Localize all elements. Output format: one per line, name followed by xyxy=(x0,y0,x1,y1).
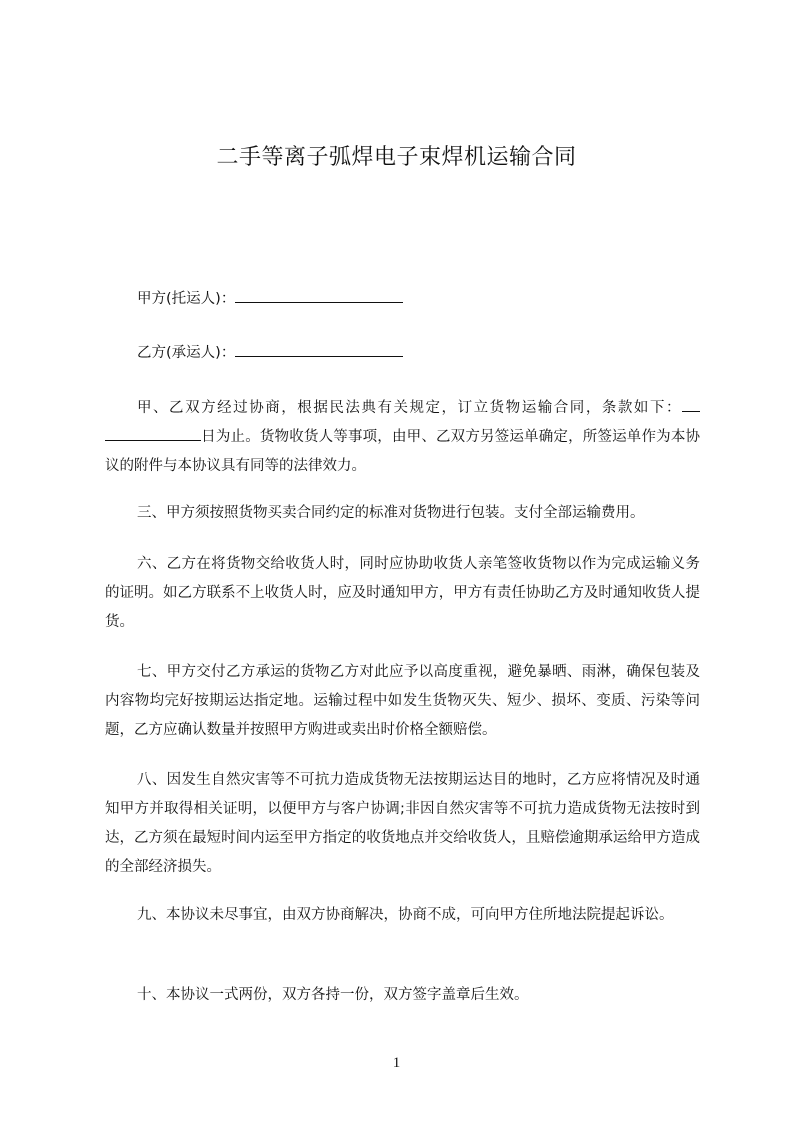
clause-3: 三、甲方须按照货物买卖合同约定的标准对货物进行包装。支付全部运输费用。 xyxy=(137,505,645,521)
page-number: 1 xyxy=(392,1055,401,1071)
clause-7: 七、甲方交付乙方承运的货物乙方对此应予以高度重视，避免暴晒、雨淋，确保包装及内容物均完好按期运达指定地。运输过程中如发生货物灭失、短少、损坏、变质、污染等问题，乙方应确认数量并按照甲方购进或卖出时价格全额赔偿。 xyxy=(105,664,700,738)
clause-8: 八、因发生自然灾害等不可抗力造成货物无法按期运达目的地时，乙方应将情况及时通知甲方并取得相关证明，以便甲方与客户协调;非因自然灾害等不可抗力造成货物无法按时到达，乙方须在最短时间内运至甲方指定的收货地点并交给收货人，且赔偿逾期承运给甲方造成的全部经济损失。 xyxy=(105,772,700,875)
intro-paragraph xyxy=(105,394,700,481)
intro-text-part2: 日为止。货物收货人等事项，由甲、乙双方另签运单确定，所签运单作为本协议的附件与本协议具有同等的法律效力。 xyxy=(105,429,700,474)
clause-9: 九、本协议未尽事宜，由双方协商解决，协商不成，可向甲方住所地法院提起诉讼。 xyxy=(137,907,674,923)
intro-text-part1: 甲、乙双方经过协商，根据民法典有关规定，订立货物运输合同，条款如下： xyxy=(137,400,682,416)
intro-blank-long xyxy=(105,426,201,441)
party-a-label: 甲方(托运人)： xyxy=(137,291,236,307)
party-b-label: 乙方(承运人)： xyxy=(137,345,236,361)
party-a-line xyxy=(105,285,700,314)
intro-blank-short xyxy=(682,397,700,412)
party-a-blank xyxy=(235,288,403,303)
party-b-line xyxy=(105,339,700,368)
clause-10: 十、本协议一式两份，双方各持一份，双方签字盖章后生效。 xyxy=(137,987,529,1003)
party-b-blank xyxy=(235,342,403,357)
clause-6: 六、乙方在将货物交给收货人时，同时应协助收货人亲笔签收货物以作为完成运输义务的证明。如乙方联系不上收货人时，应及时通知甲方，甲方有责任协助乙方及时通知收货人提货。 xyxy=(105,556,700,630)
document-title: 二手等离子弧焊电子束焊机运输合同 xyxy=(216,145,577,170)
